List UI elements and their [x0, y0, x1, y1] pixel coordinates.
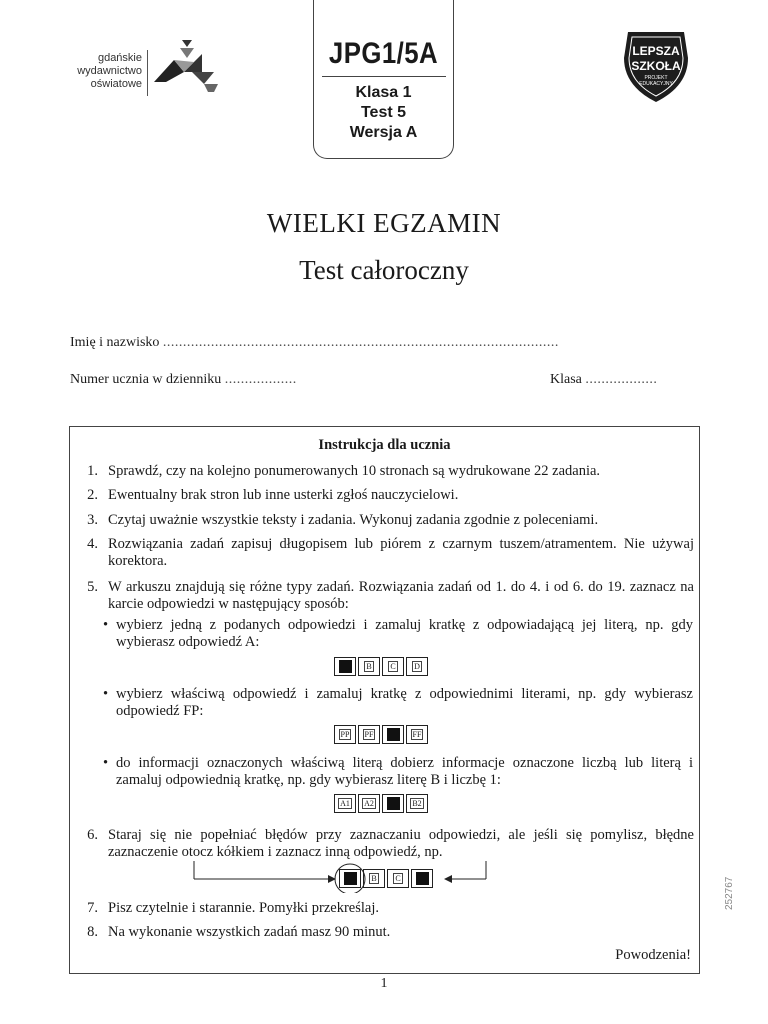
instructions-heading: Instrukcja dla ucznia [318, 437, 451, 453]
answer-cell: B2 [406, 794, 428, 813]
badge-line3: PROJEKT [644, 75, 668, 81]
class-field-label: Klasa [550, 372, 582, 387]
test-label: Test 5 [360, 104, 407, 121]
good-luck-text: Powodzenia! [615, 947, 691, 963]
code-divider [322, 76, 446, 77]
test-code-box [313, 0, 454, 159]
answer-cell: B [358, 657, 380, 676]
version-label: Wersja A [349, 124, 418, 141]
class-label: Klasa 1 [355, 84, 412, 101]
instruction-item-5: 5. W arkuszu znajdują się różne typy zadań. Rozwiązania zadań od 1. do 4. i od 6. do 19. zaznacz na karcie odpowiedzi w następujący sposób: [87, 579, 694, 612]
name-field[interactable] [70, 335, 700, 351]
side-code: 252767 [724, 876, 735, 910]
answer-cell: PP [334, 725, 356, 744]
answer-cell-filled [382, 725, 404, 744]
instruction-item-8: 8. Na wykonanie wszystkich zadań masz 90 minut. [87, 924, 391, 940]
badge-line1: LEPSZA [632, 44, 680, 58]
answer-cell: B [363, 869, 385, 888]
student-number-dots: .................. [224, 372, 297, 387]
example-correction [339, 869, 435, 888]
answer-cell: A2 [358, 794, 380, 813]
class-field[interactable] [550, 372, 700, 388]
badge-line2: SZKOŁA [631, 59, 681, 73]
instruction-item-1: 1. Sprawdź, czy na kolejno ponumerowanych 10 stronach są wydrukowane 22 zadania. [87, 463, 601, 479]
answer-cell: PF [358, 725, 380, 744]
tangram-logo-icon [154, 38, 220, 94]
lepsza-szkola-badge-icon [620, 28, 692, 104]
badge-line4: EDUKACYJNY [639, 81, 673, 87]
answer-cell: A1 [334, 794, 356, 813]
exam-title: WIELKI EGZAMIN [266, 208, 502, 238]
instruction-item-6: 6. Staraj się nie popełniać błędów przy zaznaczaniu odpowiedzi, ale jeśli się pomylisz, błędne zaznaczenie otocz kółkiem i zaznacz inną odpowiedź, np. [87, 827, 694, 860]
instruction-item-3: 3. Czytaj uważnie wszystkie teksty i zadania. Wykonuj zadania zgodnie z poleceniami. [87, 512, 599, 528]
instruction-bullet-3: • do informacji oznaczonych właściwą literą dobierz informacje oznaczone liczbą lub literą i zamaluj odpowiednią kratkę, np. gdy wybierasz literę B i liczbę 1: [103, 755, 693, 788]
instruction-item-2: 2. Ewentualny brak stron lub inne usterki zgłoś nauczycielowi. [87, 487, 459, 503]
publisher-name: gdańskie wydawnictwo oświatowe [77, 52, 142, 90]
name-dots: ................................................................................................... [162, 335, 559, 350]
student-number-field[interactable] [70, 372, 380, 388]
instruction-item-7: 7. Pisz czytelnie i starannie. Pomyłki przekreślaj. [87, 900, 379, 916]
answer-cell: C [387, 869, 409, 888]
student-number-label: Numer ucznia w dzienniku [70, 372, 222, 387]
page-number: 1 [380, 976, 388, 991]
instructions-box [69, 426, 700, 974]
logo-separator [147, 50, 148, 96]
publisher-logo [70, 38, 220, 98]
answer-cell: D [406, 657, 428, 676]
answer-cell-filled [411, 869, 433, 888]
name-label: Imię i nazwisko [70, 335, 160, 350]
instruction-item-4: 4. Rozwiązania zadań zapisuj długopisem lub piórem z czarnym tuszem/atramentem. Nie używaj korektora. [87, 536, 694, 569]
example-answer-b1 [334, 794, 430, 813]
answer-cell: FF [406, 725, 428, 744]
example-answer-a [334, 657, 430, 676]
exam-subtitle: Test całoroczny [299, 255, 469, 285]
answer-cell-filled [334, 657, 356, 676]
answer-cell-filled [339, 869, 361, 888]
answer-cell: C [382, 657, 404, 676]
instruction-bullet-1: • wybierz jedną z podanych odpowiedzi i zamaluj kratkę z odpowiadającą jej literą, np. gdy wybierasz odpowiedź A: [103, 617, 693, 650]
test-code: JPG1/5A [328, 37, 439, 70]
example-answer-fp [334, 725, 430, 744]
answer-cell-filled [382, 794, 404, 813]
class-dots: .................. [585, 372, 658, 387]
instruction-bullet-2: • wybierz właściwą odpowiedź i zamaluj kratkę z odpowiednimi literami, np. gdy wybierasz odpowiedź FP: [103, 686, 693, 719]
